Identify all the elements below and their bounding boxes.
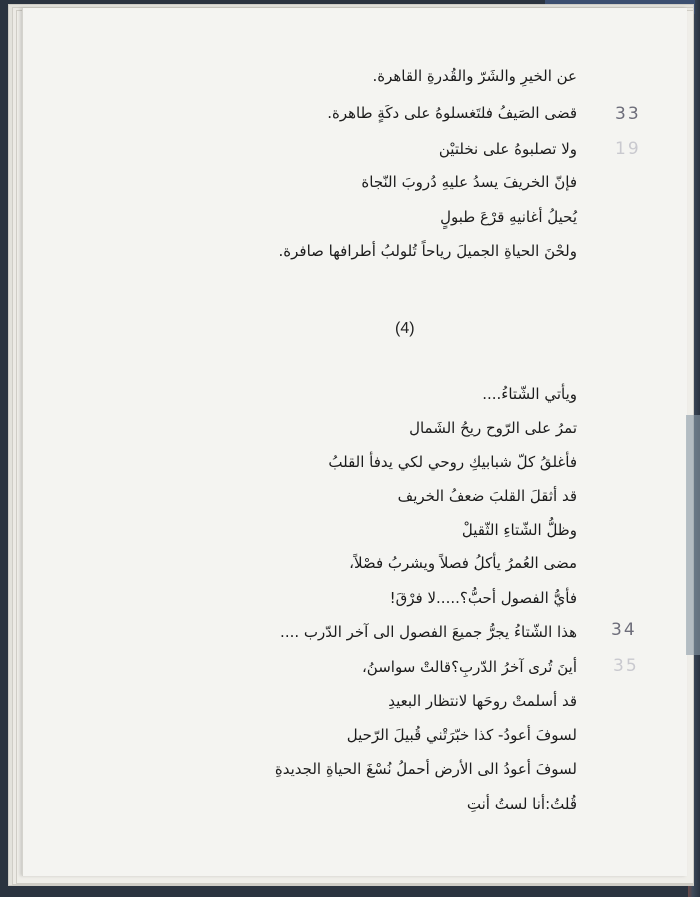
poem-line: فأيُّ الفصول أحبُّ؟.....لا فرْقَ!: [389, 589, 577, 607]
page-edge-shadow: [686, 415, 700, 655]
poem-line: يُحيلُ أغانيهِ قرْعَ طبولٍ: [440, 208, 577, 226]
poem-line: قضى الصَيفُ فلتَغسلوهُ على دكَةٍ طاهرة.: [327, 104, 577, 122]
poem-line: مضى العُمرُ يأكلُ فصلاً ويشربُ فصْلاً،: [349, 554, 577, 572]
poem-line: ولحْنَ الحياةِ الجميلَ رياحاً تُلولبُ أطرافها صافرة.: [278, 242, 577, 260]
poem-line: فأغلقُ كلّ شبابيكِ روحي لكي يدفأ القلبُ: [328, 453, 577, 471]
poem-line: تمرُ على الرّوح ريحُ الشَمال: [409, 419, 577, 437]
poem-line: لسوفَ أعودُ- كذا خبّرَتْني قُبيلَ الرّحيل: [346, 726, 577, 744]
poem-line: قد أسلمتْ روحَها لانتظار البعيدِ: [388, 692, 577, 710]
poem-line: هذا الشّتاءُ يجرُّ جميعَ الفصول الى آخر الدّرب ....: [280, 623, 577, 641]
poem-line: عن الخيرِ والشَرّ والقُدرةِ القاهرة.: [372, 67, 577, 85]
poem-line: ولا تصلبوهُ على نخلتيْن: [438, 140, 577, 158]
poem-line: فإنّ الخريفَ يسدُ عليهِ دُروبَ النّجاة: [361, 173, 577, 191]
margin-page-number: 33: [615, 104, 641, 124]
poem-line: أينَ تُرى آخرُ الدّربِ؟قالتْ سواسنُ،: [361, 658, 577, 676]
margin-page-number: 34: [611, 620, 637, 640]
document-page: [22, 8, 687, 876]
poem-line: لسوفَ أعودُ الى الأرض أحملُ نُسْغَ الحياةِ الجديدةِ: [274, 760, 577, 778]
poem-line: ويأتي الشّتاءُ....: [482, 385, 577, 403]
poem-line: قُلتُ:أنا لستُ أنتِ: [466, 795, 577, 813]
margin-page-number-faint: 19: [615, 139, 641, 159]
section-number: (4): [395, 320, 415, 337]
poem-line: قد أثقلَ القلبَ ضعفُ الخريف: [397, 487, 577, 505]
margin-page-number-faint: 35: [613, 656, 639, 676]
poem-line: وظلُّ الشّتاءِ الثّقيلْ: [461, 521, 577, 539]
